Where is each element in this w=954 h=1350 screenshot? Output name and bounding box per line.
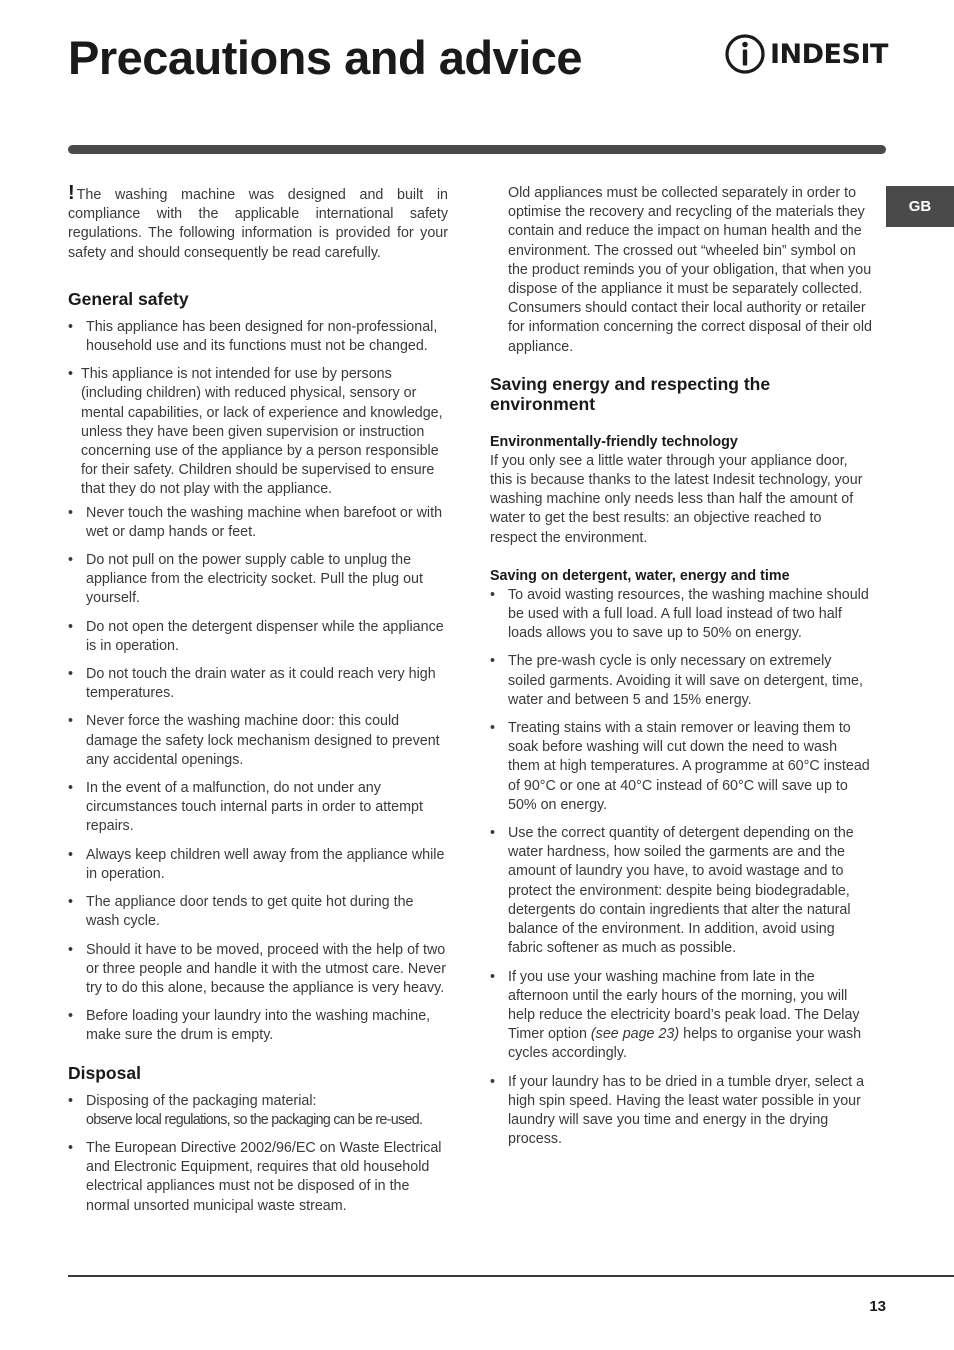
list-item: • Use the correct quantity of detergent depending on the water hardness, how soiled the garments are and the amount of laundry you have, to avoid wastage and to protect the environment: despite being biodegradable, detergents do contain ingredients that alter the natural balance of the environment. In addition, avoid using fabric softener as much as possible. <box>490 825 854 957</box>
eco-technology-text: If you only see a little water through your appliance door, this is because thanks to the latest Indesit technology, your washing machine only needs less than half the amount of water to get the best results: an objective reached to respect the environment. <box>490 452 863 546</box>
intro-text: The washing machine was designed and built in compliance with the applicable international safety regulations. The following information is provided for your safety and should consequently be read carefully. <box>68 187 448 261</box>
page-title: Precautions and advice <box>68 31 583 84</box>
list-item: • Never force the washing machine door: this could damage the safety lock mechanism designed to prevent any accidental openings. <box>68 713 440 768</box>
list-item: • In the event of a malfunction, do not under any circumstances touch internal parts in order to attempt repairs. <box>68 780 423 835</box>
right-column <box>490 184 872 1149</box>
energy-heading: Saving energy and respecting the environment <box>490 373 771 414</box>
list-item: • Should it have to be moved, proceed with the help of two or three people and handle it with the utmost care. Never try to do this alone, because the appliance is very heavy. <box>68 941 447 996</box>
disposal-heading: Disposal <box>68 1062 141 1083</box>
list-item: • If you use your washing machine from late in the afternoon until the early hours of the morning, you will help reduce the electricity board’s peak load. The Delay Timer option (see page 23) helps to organise your wash cycles accordingly. <box>490 968 862 1062</box>
list-item: • Treating stains with a stain remover or leaving them to soak before washing will cut down the need to wash them at high temperatures. A programme at 60°C instead of 90°C or one at 40°C instead of 60°C will save up to 50% on energy. <box>490 720 870 813</box>
intro-paragraph <box>68 184 448 263</box>
list-item: • Disposing of the packaging material: observe local regulations, so the packaging can be re-used. <box>68 1092 423 1128</box>
list-item: • Before loading your laundry into the washing machine, make sure the drum is empty. <box>68 1008 431 1044</box>
list-item: • To avoid wasting resources, the washing machine should be used with a full load. A full load instead of two half loads allows you to save up to 50% on energy. <box>490 586 869 642</box>
list-item: • Do not touch the drain water as it could reach very high temperatures. <box>68 666 436 702</box>
general-safety-list <box>68 318 448 1046</box>
list-item: • Never touch the washing machine when barefoot or with wet or damp hands or feet. <box>68 504 443 540</box>
list-item: • If your laundry has to be dried in a tumble dryer, select a high spin speed. Having the least water possible in your laundry will save you time and energy in the drying process. <box>490 1073 865 1148</box>
footer-divider <box>68 1275 954 1277</box>
saving-heading: Saving on detergent, water, energy and time <box>490 567 790 584</box>
list-item: • The appliance door tends to get quite hot during the wash cycle. <box>68 894 414 930</box>
warning-mark: ! <box>68 182 75 204</box>
list-item: • The pre-wash cycle is only necessary on extremely soiled garments. Avoiding it will save on detergent, time, water and between 5 and 15% energy. <box>490 653 863 708</box>
page-reference: (see page 23) <box>590 1026 680 1043</box>
indesit-i-icon <box>724 33 766 75</box>
list-item: • Do not pull on the power supply cable to unplug the appliance from the electricity socket. Pull the plug out yourself. <box>68 552 423 607</box>
header-divider <box>68 145 886 154</box>
indesit-logo <box>724 32 888 76</box>
left-column <box>68 184 448 1216</box>
general-safety-heading: General safety <box>68 288 189 309</box>
list-item: • The European Directive 2002/96/EC on Waste Electrical and Electronic Equipment, requires that old household electrical appliances must not be disposed of in the normal unsorted municipal waste stream. <box>68 1139 442 1214</box>
language-tab[interactable]: GB <box>886 186 954 227</box>
list-item: • This appliance has been designed for non-professional, household use and its functions must not be changed. <box>68 318 438 355</box>
disposal-continued: Old appliances must be collected separately in order to optimise the recovery and recycling of the materials they contain and reduce the impact on human health and the environment. The crossed out “wheeled bin” symbol on the product reminds you of your obligation, that when you dispose of the appliance it must be separately collected. Consumers should contact their local authority or retailer for information concerning the correct disposal of their old appliance. <box>508 185 872 355</box>
disposal-list <box>68 1092 448 1216</box>
page-number: 13 <box>869 1298 886 1315</box>
eco-technology-heading: Environmentally-friendly technology <box>490 433 738 450</box>
list-item: • This appliance is not intended for use by persons (including children) with reduced physical, sensory or mental capabilities, or lack of experience and knowledge, unless they have been given supervision or instruction concerning use of the appliance by a person responsible for their safety. Children should be supervised to ensure that they do not play with the appliance. <box>68 366 443 498</box>
saving-list <box>490 586 872 1149</box>
brand-wordmark: INDESIT <box>770 38 888 70</box>
list-item: • Always keep children well away from the appliance while in operation. <box>68 846 445 882</box>
list-item: • Do not open the detergent dispenser while the appliance is in operation. <box>68 618 444 654</box>
